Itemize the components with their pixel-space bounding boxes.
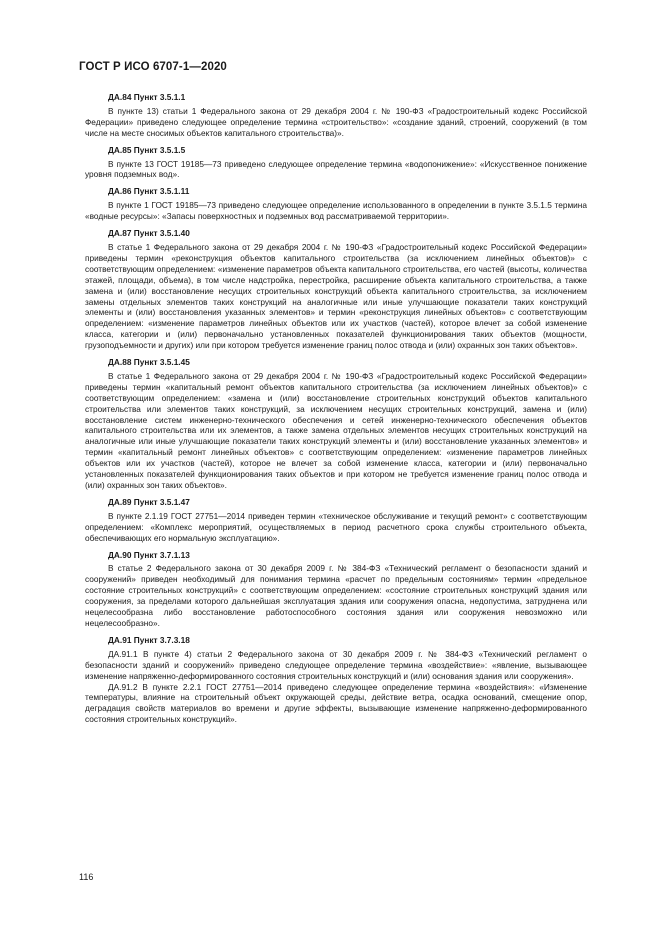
section-heading: ДА.85 Пункт 3.5.1.5 [108, 144, 186, 155]
section-heading: ДА.88 Пункт 3.5.1.45 [108, 357, 190, 368]
subsection-paragraph-da91-2: ДА.91.2 В пункте 2.2.1 ГОСТ 27751—2014 приведено следующее определение термина «воздействия»: «Изменение температуры, влияние на строительный объект окружающей среды, действие ветра, осадка оснований, смещение опор, деградация свойств материалов во времени и другие эффекты, вызывающие изменение напряженно-деформированного состояния строительных конструкций». [85, 681, 587, 725]
section-heading: ДА.86 Пункт 3.5.1.11 [108, 186, 190, 197]
page-number: 116 [79, 872, 94, 882]
section-da87 [85, 228, 587, 351]
section-paragraph: В пункте 2.1.19 ГОСТ 27751—2014 приведен термин «техническое обслуживание и текущий ремонт» с соответствующим определением: «Комплекс мероприятий, осуществляемых в период расчетного срока службы строительного объекта, обеспечивающих его нормальную эксплуатацию». [85, 510, 587, 543]
section-paragraph: В пункте 13 ГОСТ 19185—73 приведено следующее определение термина «водопонижение»: «Искусственное понижение уровня подземных вод». [85, 158, 587, 180]
section-da89 [85, 497, 587, 544]
document-body [85, 92, 587, 731]
section-heading: ДА.91 Пункт 3.7.3.18 [108, 634, 190, 645]
section-paragraph: В пункте 13) статьи 1 Федерального закона от 29 декабря 2004 г. № 190-ФЗ «Градостроительный кодекс Российской Федерации» приведено следующее определение термина «строительство»: «создание зданий, строений, сооружений (в том числе на месте сносимых объектов капитального строительства)». [85, 105, 587, 138]
section-da85 [85, 145, 587, 181]
section-paragraph: В статье 1 Федерального закона от 29 декабря 2004 г. № 190-ФЗ «Градостроительный кодекс Российской Федерации» приведены термин «капитальный ремонт объектов капитального строительства (за исключением линейных объектов)» с соответствующим определением: «замена и (или) восстановление строительных конструкций объектов капитального строительства или элементов таких конструкций, за исключением несущих строительных конструкций, замена и (или) восстановление систем инженерно-технического обеспечения и сетей инженерно-технического обеспечения объектов капитального строительства или их элементов, а также замена отдельных элементов несущих строительных конструкций на аналогичные или иные улучшающие показатели таких конструкций элементы и (или) восстановление указанных элементов» и термин «капитальный ремонт линейных объектов» с соответствующим определением: «изменение параметров линейных объектов или их участков (частей), которое не влечет за собой изменение класса, категории и (или) первоначально установленных показателей функционирования таких объектов и при котором не требуется изменение границ полос отвода и (или) охранных зон таких объектов». [85, 370, 587, 490]
section-da91 [85, 635, 587, 725]
section-heading: ДА.89 Пункт 3.5.1.47 [108, 496, 190, 507]
section-paragraph: В статье 2 Федерального закона от 30 декабря 2009 г. № 384-ФЗ «Технический регламент о безопасности зданий и сооружений» приведен необходимый для понимания термина «расчет по предельным состояниям» термин «предельное состояние строительных конструкций» с соответствующим определением: «состояние строительных конструкций здания или сооружения, за пределами которого дальнейшая эксплуатация здания или сооружения опасна, недопустима, затруднена или нецелесообразна либо восстановление работоспособного состояния здания или сооружения невозможно или нецелесообразно». [85, 563, 587, 628]
section-da90 [85, 550, 587, 629]
section-paragraph: В пункте 1 ГОСТ 19185—73 приведено следующее определение использованного в определении в пункте 3.5.1.5 термина «водные ресурсы»: «Запасы поверхностных и подземных вод рассматриваемой территории». [85, 200, 587, 222]
section-heading: ДА.87 Пункт 3.5.1.40 [108, 228, 190, 239]
section-da88 [85, 357, 587, 491]
section-paragraph: В статье 1 Федерального закона от 29 декабря 2004 г. № 190-ФЗ «Градостроительный кодекс Российской Федерации» приведены термин «реконструкция объектов капитального строительства (за исключением линейных объектов)» с соответствующим определением: «изменение параметров объекта капитального строительства, его частей (высоты, количества этажей, площади, объема), в том числе надстройка, перестройка, расширение объекта капитального строительства, а также замена и (или) восстановление несущих строительных конструкций объекта капитального строительства, за исключением замены отдельных элементов таких конструкций на аналогичные или иные улучшающие показатели таких конструкций элементы и (или) восстановления указанных элементов» и термин «реконструкция линейных объектов» с соответствующим определением: «изменение параметров линейных объектов или их участков (частей), которое влечет за собой изменение класса, категории и (или) первоначально установленных показателей функционирования таких объектов (мощности, грузоподъемности и других) или при котором требуется изменение границ полос отвода и (или) охранных зон таких объектов». [85, 241, 587, 351]
subsection-paragraph-da91-1: ДА.91.1 В пункте 4) статьи 2 Федерального закона от 30 декабря 2009 г. № 384-ФЗ «Технический регламент о безопасности зданий и сооружений» приведено следующее определение термина «воздействие»: «явление, вызывающее изменение напряженно-деформированного состояния строительных конструкций и (или) основания здания или сооружения». [85, 648, 587, 681]
section-heading: ДА.84 Пункт 3.5.1.1 [108, 92, 186, 102]
section-da86 [85, 186, 587, 222]
section-da84 [85, 92, 587, 139]
document-header: ГОСТ Р ИСО 6707-1—2020 [79, 61, 227, 73]
section-heading: ДА.90 Пункт 3.7.1.13 [108, 549, 190, 560]
